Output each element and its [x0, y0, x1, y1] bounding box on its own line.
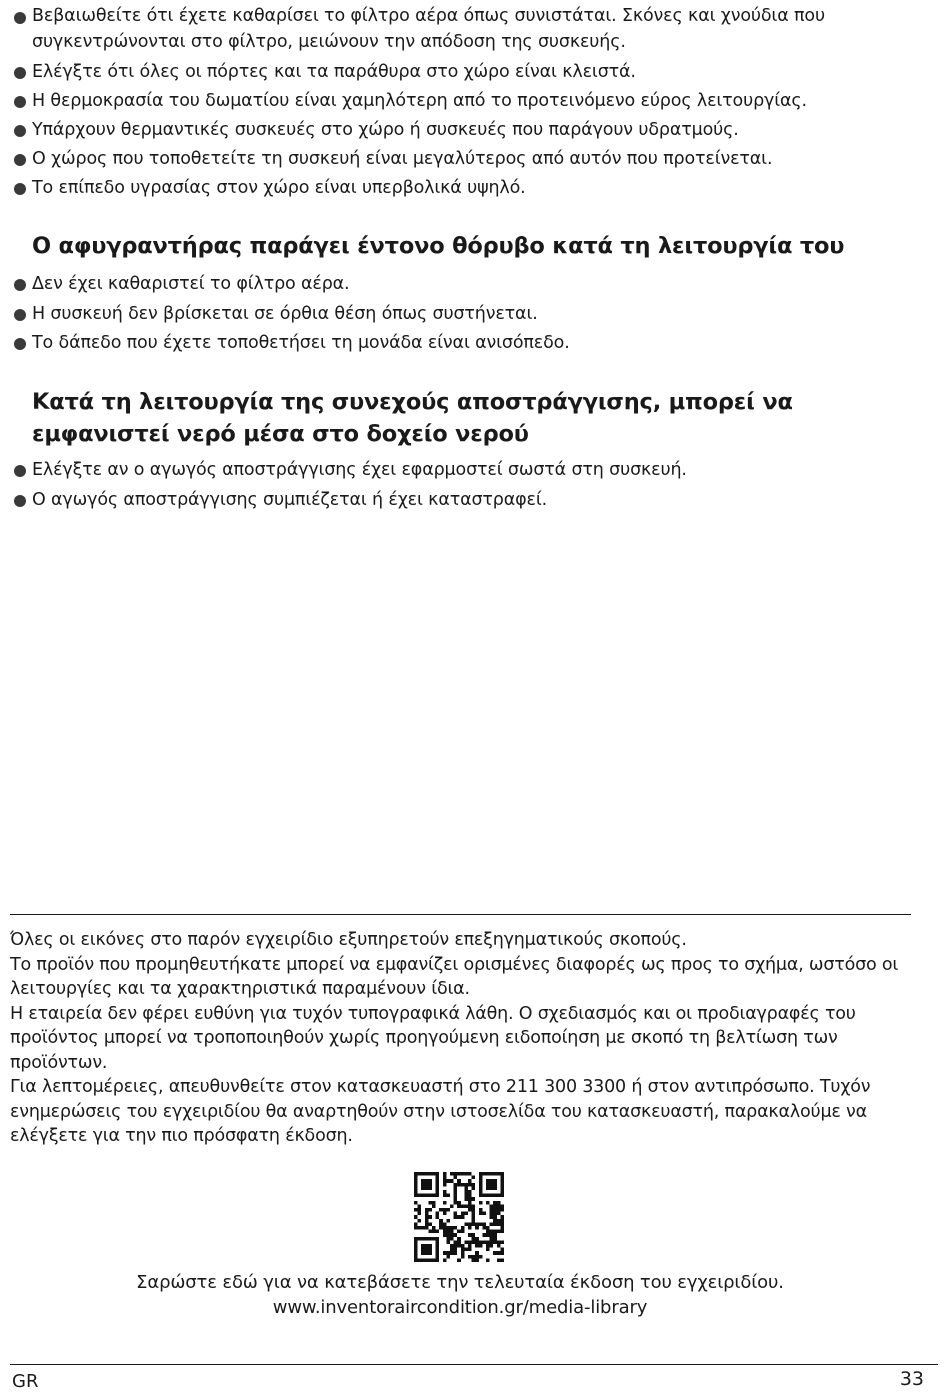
bullet-icon — [14, 67, 26, 79]
list-item: Δεν έχει καθαριστεί το φίλτρο αέρα. — [10, 270, 930, 300]
disclaimer-line: Η εταιρεία δεν φέρει ευθύνη για τυχόν τυπογραφικά λάθη. Ο σχεδιασμός και οι προδιαγραφές του προϊόντος μπορεί να τροποποιηθούν χωρίς προηγούμενη ειδοποίηση με σκοπό τη βελτίωση των προϊόντων. — [10, 1003, 856, 1073]
media-library-url: www.inventoraircondition.gr/media-library — [272, 1297, 648, 1318]
list-item: Η συσκευή δεν βρίσκεται σε όρθια θέση όπως συστήνεται. — [10, 300, 930, 330]
bullet-icon — [14, 154, 26, 166]
disclaimer-line: Το προϊόν που προμηθευτήκατε μπορεί να εμφανίζει ορισμένες διαφορές ως προς το σχήμα, ωστόσο οι λειτουργίες και τα χαρακτηριστικά παραμένουν ίδια. — [10, 954, 899, 999]
scan-instructions — [0, 1270, 920, 1320]
list-item: Βεβαιωθείτε ότι έχετε καθαρίσει το φίλτρο αέρα όπως συνιστάται. Σκόνες και χνούδια που συγκεντρώνονται στο φίλτρο, μειώνουν την απόδοση της συσκευής. — [10, 3, 930, 58]
bullet-icon — [14, 125, 26, 137]
language-code: GR — [12, 1371, 39, 1392]
drain-causes-list — [10, 456, 930, 515]
footer-divider — [10, 1364, 938, 1365]
troubleshooting-list-top — [10, 3, 930, 203]
bullet-icon — [14, 96, 26, 108]
disclaimer-block — [10, 928, 915, 1149]
page-number: 33 — [899, 1368, 924, 1390]
section-heading-drain: Κατά τη λειτουργία της συνεχούς αποστράγγισης, μπορεί να εμφανιστεί νερό μέσα στο δοχείο νερού — [32, 389, 793, 447]
bullet-icon — [14, 465, 26, 477]
list-item: Ο αγωγός αποστράγγισης συμπιέζεται ή έχει καταστραφεί. — [10, 486, 930, 516]
list-item: Το επίπεδο υγρασίας στον χώρο είναι υπερβολικά υψηλό. — [10, 174, 930, 203]
list-item: Το δάπεδο που έχετε τοποθετήσει τη μονάδα είναι ανισόπεδο. — [10, 329, 930, 359]
list-item: Υπάρχουν θερμαντικές συσκευές στο χώρο ή συσκευές που παράγουν υδρατμούς. — [10, 116, 930, 145]
bullet-icon — [14, 279, 26, 291]
bullet-icon — [14, 309, 26, 321]
list-item: Ελέγξτε ότι όλες οι πόρτες και τα παράθυρα στο χώρο είναι κλειστά. — [10, 58, 930, 87]
qr-code-icon — [414, 1172, 504, 1262]
disclaimer-line: Όλες οι εικόνες στο παρόν εγχειρίδιο εξυπηρετούν επεξηγηματικούς σκοπούς. — [10, 930, 687, 950]
section-heading-noise: Ο αφυγραντήρας παράγει έντονο θόρυβο κατά τη λειτουργία του — [32, 233, 845, 259]
noise-causes-list — [10, 270, 930, 359]
bullet-icon — [14, 183, 26, 195]
list-item: Η θερμοκρασία του δωματίου είναι χαμηλότερη από το προτεινόμενο εύρος λειτουργίας. — [10, 87, 930, 116]
bullet-icon — [14, 338, 26, 350]
bullet-icon — [14, 495, 26, 507]
scan-text: Σαρώστε εδώ για να κατεβάσετε την τελευταία έκδοση του εγχειριδίου. — [136, 1272, 784, 1293]
list-item: Ο χώρος που τοποθετείτε τη συσκευή είναι μεγαλύτερος από αυτόν που προτείνεται. — [10, 145, 930, 174]
disclaimer-line: Για λεπτομέρειες, απευθυνθείτε στον κατασκευαστή στο 211 300 3300 ή στον αντιπρόσωπο. Τυχόν ενημερώσεις του εγχειριδίου θα αναρτηθούν στην ιστοσελίδα του κατασκευαστή, παρακαλούμε να ελέγξετε για την πιο πρόσφατη έκδοση. — [10, 1077, 871, 1146]
bullet-icon — [14, 12, 26, 24]
list-item: Ελέγξτε αν ο αγωγός αποστράγγισης έχει εφαρμοστεί σωστά στη συσκευή. — [10, 456, 930, 486]
divider — [10, 914, 911, 915]
